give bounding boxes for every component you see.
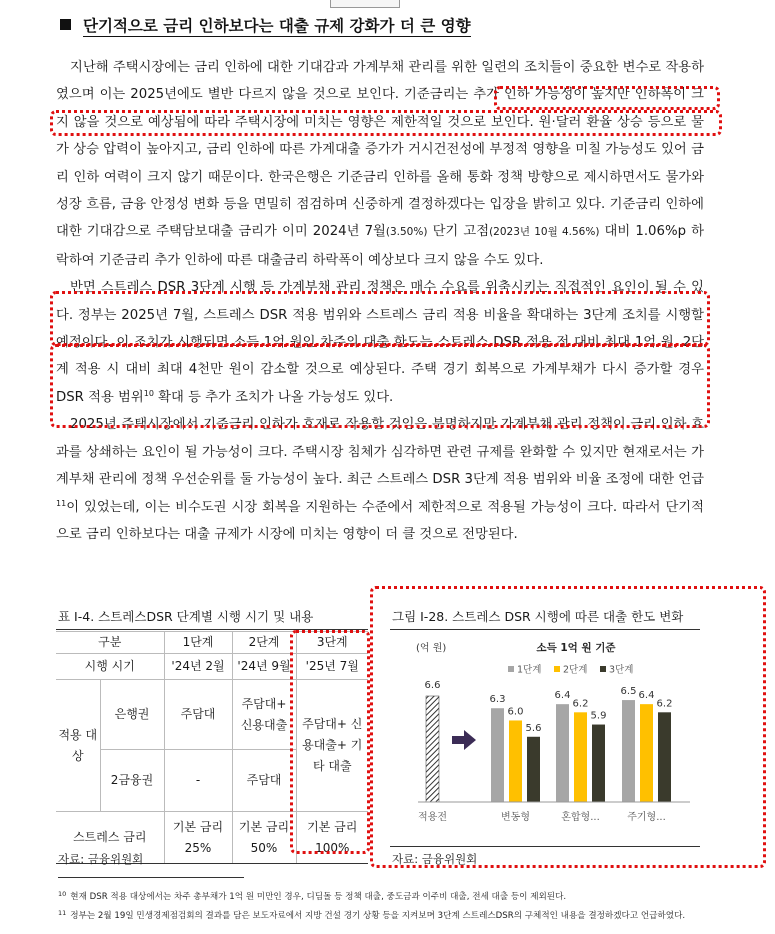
legend-label: 1단계 xyxy=(517,664,542,676)
table-cell: 주담대+ 신용대출+ 기타 대출 xyxy=(296,680,368,812)
bar-value-label: 6.3 xyxy=(489,694,506,706)
x-tick-label: 혼합형... xyxy=(561,812,600,823)
paragraph-1-peak-note: (2023년 10월 4.56%) xyxy=(489,226,600,239)
square-bullet-icon xyxy=(60,19,71,30)
bar-2단계 xyxy=(509,720,522,802)
bar-3단계 xyxy=(658,712,671,802)
bar-value-label: 6.5 xyxy=(620,686,637,698)
bar-3단계 xyxy=(527,737,540,802)
paragraph-2 xyxy=(56,274,704,411)
x-tick-label: 주기형... xyxy=(627,812,666,823)
bar-value-label: 6.4 xyxy=(638,690,655,702)
footnote-10 xyxy=(58,888,718,907)
table-header-cell: 구분 xyxy=(56,632,164,654)
table-cell: '25년 7월 xyxy=(296,654,368,680)
body-text xyxy=(56,54,704,548)
chart-x-labels xyxy=(418,810,666,823)
footnote-text: 현재 DSR 적용 대상에서는 차주 총부채가 1억 원 미만인 경우, 디딤돌 등 정책 대출, 중도금과 이주비 대출, 전세 대출 등이 제외된다. xyxy=(70,892,567,902)
legend-swatch xyxy=(554,666,560,672)
table-cell: 주담대+ 신용대출 xyxy=(232,680,296,750)
figure-title: 그림 Ⅰ-28. 스트레스 DSR 시행에 따른 대출 한도 변화 xyxy=(392,609,684,624)
paragraph-1-rate-note: (3.50%) xyxy=(385,226,428,239)
paragraph-3-text: 2025년 주택시장에서 기준금리 인하가 호재로 작용할 것임은 분명하지만 가계부채 관리 정책이 금리 인하 효과를 상쇄하는 요인이 될 가능성이 크다. 주택시장 침체가 심각하면 관련 규제를 완화할 수 있지만 현재로서는 가계부채 관리에 정책 우선순위를 둘 가능성이 높다. 최근 스트레스 DSR 3단계 적용 범위와 비율 조정에 대한 언급 xyxy=(56,417,704,488)
table-cell: '24년 9월 xyxy=(232,654,296,680)
footnote-number: 11 xyxy=(58,909,67,917)
table-cell: '24년 2월 xyxy=(164,654,232,680)
bar-3단계 xyxy=(592,725,605,802)
section-heading-text: 단기적으로 금리 인하보다는 대출 규제 강화가 더 큰 영향 xyxy=(83,17,471,35)
chart-ylabel: (억 원) xyxy=(416,643,447,654)
bar-2단계 xyxy=(574,712,587,802)
footnote-rule xyxy=(58,877,244,878)
legend-swatch xyxy=(508,666,514,672)
table-header-cell: 3단계 xyxy=(296,632,368,654)
bar-1단계 xyxy=(556,704,569,802)
bar-baseline xyxy=(426,696,439,802)
table-header-cell: 2단계 xyxy=(232,632,296,654)
figure-top-rule xyxy=(390,629,700,630)
chart-title: 소득 1억 원 기준 xyxy=(536,642,616,654)
bar-value-label: 5.6 xyxy=(525,722,542,734)
paragraph-1-text-2: 단기 고점 xyxy=(427,224,490,240)
bar-value-label: 6.4 xyxy=(554,690,571,702)
footnote-11 xyxy=(58,907,718,926)
paragraph-2-text: 반면 스트레스 DSR 3단계 시행 등 가계부채 관리 정책은 매수 수요를 위축시키는 직접적인 요인이 될 수 있다. 정부는 2025년 7월, 스트레스 DSR 적용 범위와 스트레스 금리 적용 비율을 확대하는 3단계 조치를 시행할 예정이다. 이 조치가 시행되면 소득 1억 원인 차주의 대출 한도는 스트레스 DSR 적용 전 대비 최대 1억 원, 2단계 적용 시 대비 최대 4천만 원이 감소할 것으로 예상된다. 주택 경기 회복으로 가계부채가 다시 증가할 경우 DSR 적용 범위 xyxy=(56,280,704,405)
bar-2단계 xyxy=(640,704,653,802)
legend-label: 3단계 xyxy=(609,664,634,676)
table-cell: 은행권 xyxy=(100,680,164,750)
paragraph-3-text-2: 이 있었는데, 이는 비수도권 시장 회복을 지원하는 수준에서 제한적으로 적용될 가능성이 크다. 따라서 단기적으로 금리 인하보다는 대출 규제가 시장에 미치는 영향이 더 클 것으로 전망된다. xyxy=(56,499,704,542)
bar-value-label: 6.0 xyxy=(507,706,524,718)
dsr-stage-table xyxy=(56,631,368,864)
paragraph-1-text: 지난해 주택시장에는 금리 인하에 대한 기대감과 가계부채 관리를 위한 일련의 조치들이 중요한 변수로 작용하였으며 이는 2025년에도 별반 다르지 않을 것으로 보인다. 기준금리는 추가 인하 가능성이 높지만 인하폭이 크지 않을 것으로 예상됨에 따라 주택시장에 미치는 영향은 제한적일 것으로 보인다. 원·달러 환율 상승 등으로 물가 상승 압력이 높아지고, 금리 인하에 따른 가계대출 증가가 거시건전성에 부정적 영향을 미칠 가능성도 있어 금리 인하 여력이 크지 않기 때문이다. 한국은행은 기준금리 인하를 올해 통화 정책 방향으로 제시하면서도 물가와 성장 흐름, 금융 안정성 변화 등을 면밀히 점검하며 신중하게 결정하겠다는 입장을 밝히고 있다. 기준금리 인하에 대한 기대감으로 주택담보대출 금리가 이미 2024년 7월 xyxy=(56,60,704,240)
chart-legend xyxy=(508,664,633,676)
paragraph-2-text-2: 확대 등 추가 조치가 나올 가능성도 있다. xyxy=(153,389,394,405)
loan-limit-chart xyxy=(390,632,700,844)
table-cell: - xyxy=(164,750,232,812)
footnote-text: 정부는 2월 19일 민생경제점검회의 결과를 담은 보도자료에서 지방 건설 경기 상황 등을 지켜보며 3단계 스트레스DSR의 구체적인 내용을 결정하겠다고 언급하였다. xyxy=(70,911,686,921)
footnotes xyxy=(58,888,718,926)
table-cell: 시행 시기 xyxy=(56,654,164,680)
figure-bottom-rule xyxy=(390,846,700,847)
bar-value-label: 6.2 xyxy=(656,698,673,710)
bar-value-label: 6.2 xyxy=(572,698,589,710)
x-tick-label: 변동형 xyxy=(501,812,530,823)
bar-1단계 xyxy=(622,700,635,802)
paragraph-1-text-3: 대비 1.06%p 하락하여 기준금리 추가 인하에 따른 대출금리 하락폭이 예상보다 크지 않을 수도 있다. xyxy=(56,224,704,268)
table-cell: 기본 금리 100% xyxy=(296,812,368,864)
bar-value-label: 6.6 xyxy=(424,680,441,691)
page-top-tab xyxy=(330,0,400,8)
arrow-right-icon xyxy=(452,730,476,750)
table-cell: 주담대 xyxy=(232,750,296,812)
table-group-cell: 적용 대상 xyxy=(56,680,100,812)
section-heading xyxy=(60,14,471,36)
footnote-ref-10[interactable]: 10 xyxy=(143,388,154,398)
footnote-ref-11[interactable]: 11 xyxy=(56,498,67,508)
paragraph-3 xyxy=(56,411,704,548)
table-header-cell: 1단계 xyxy=(164,632,232,654)
legend-label: 2단계 xyxy=(563,664,588,676)
bar-1단계 xyxy=(491,708,504,802)
x-tick-label: 적용전 xyxy=(418,812,447,823)
table-top-rule xyxy=(56,629,368,630)
table-row xyxy=(56,654,368,680)
table-title: 표 Ⅰ-4. 스트레스DSR 단계별 시행 시기 및 내용 xyxy=(58,609,314,624)
table-row xyxy=(56,680,368,750)
table-source: 자료: 금융위원회 xyxy=(58,852,144,866)
table-cell: 스트레스 금리 xyxy=(56,812,164,864)
table-cell: 기본 금리 25% xyxy=(164,812,232,864)
bar-value-label: 5.9 xyxy=(590,710,607,722)
table-header-row xyxy=(56,632,368,654)
table-cell: 기본 금리 50% xyxy=(232,812,296,864)
footnote-number: 10 xyxy=(58,890,67,898)
table-cell: 주담대 xyxy=(164,680,232,750)
table-cell: 2금융권 xyxy=(100,750,164,812)
paragraph-1 xyxy=(56,54,704,274)
figure-source: 자료: 금융위원회 xyxy=(392,852,478,866)
legend-swatch xyxy=(600,666,606,672)
